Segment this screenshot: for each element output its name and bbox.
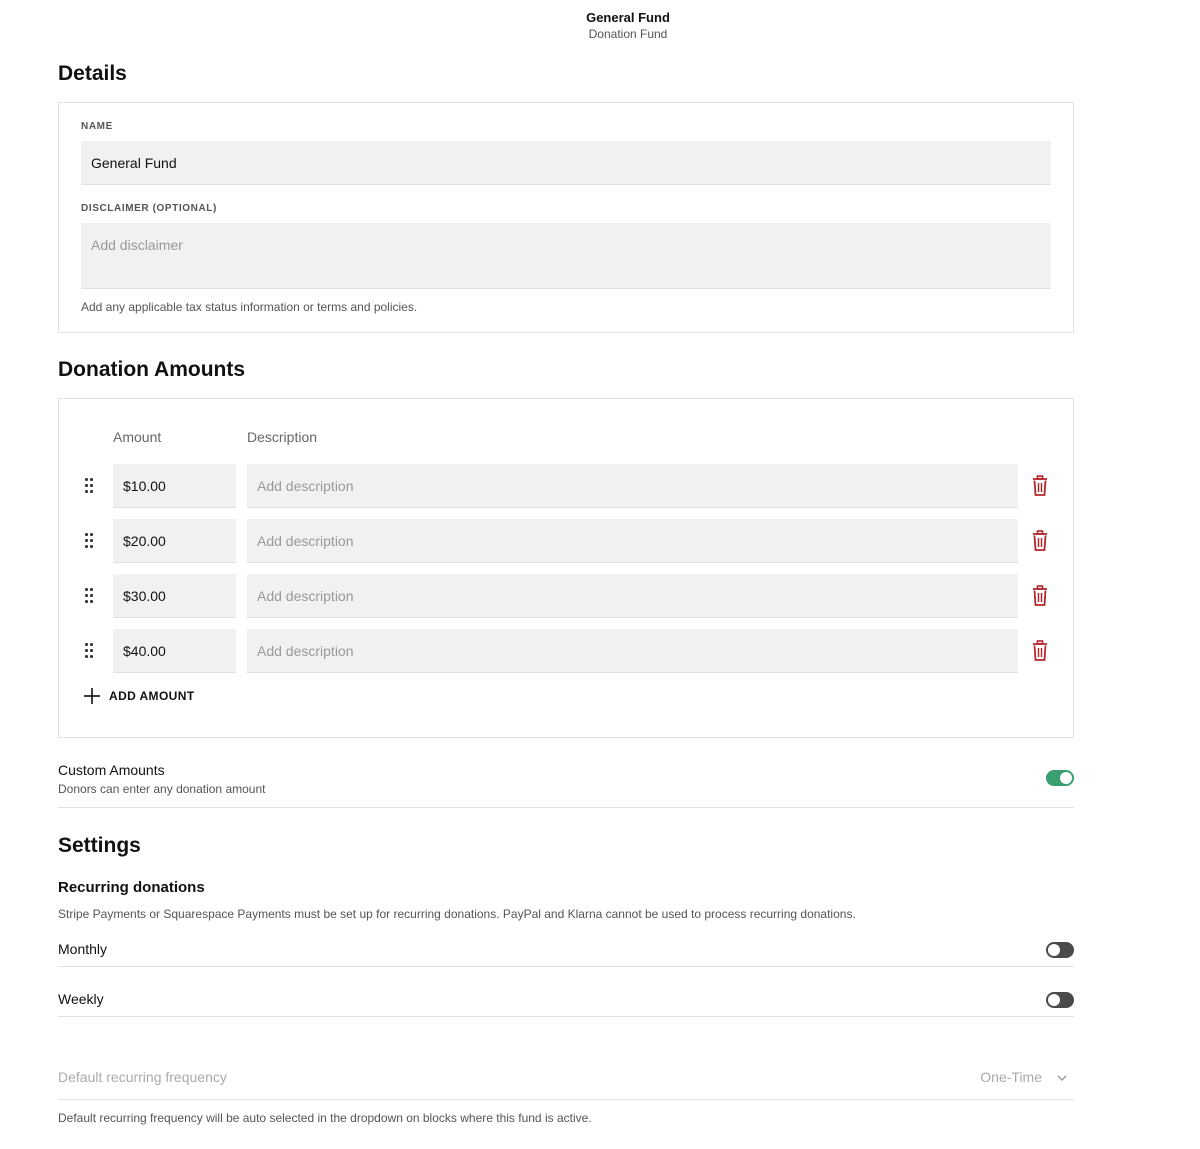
donation-amounts-card bbox=[58, 398, 1074, 738]
default-frequency-select[interactable] bbox=[58, 1058, 1074, 1100]
name-label: NAME bbox=[81, 121, 113, 132]
donation-amounts-heading: Donation Amounts bbox=[58, 358, 246, 381]
amount-input[interactable] bbox=[113, 519, 236, 563]
amount-row bbox=[59, 464, 1073, 508]
custom-amounts-label: Custom Amounts bbox=[58, 762, 165, 778]
amount-row bbox=[59, 519, 1073, 563]
trash-icon[interactable] bbox=[1030, 530, 1050, 552]
recurring-donations-title: Recurring donations bbox=[58, 879, 205, 896]
default-frequency-value: One-Time bbox=[980, 1069, 1042, 1085]
settings-heading: Settings bbox=[58, 834, 141, 857]
amount-column-header: Amount bbox=[113, 429, 162, 445]
custom-amounts-toggle[interactable] bbox=[1046, 770, 1074, 786]
add-amount-label: ADD AMOUNT bbox=[109, 689, 195, 703]
description-input[interactable] bbox=[247, 464, 1018, 508]
drag-handle-icon[interactable] bbox=[85, 532, 95, 550]
disclaimer-help: Add any applicable tax status information or terms and policies. bbox=[81, 300, 418, 314]
drag-handle-icon[interactable] bbox=[85, 642, 95, 660]
amount-input[interactable] bbox=[113, 464, 236, 508]
trash-icon[interactable] bbox=[1030, 475, 1050, 497]
custom-amounts-row bbox=[58, 760, 1074, 808]
details-card bbox=[58, 102, 1074, 333]
description-input[interactable] bbox=[247, 629, 1018, 673]
monthly-row bbox=[58, 932, 1074, 967]
chevron-down-icon bbox=[1056, 1072, 1068, 1084]
page-subtitle: Donation Fund bbox=[588, 27, 668, 41]
description-input[interactable] bbox=[247, 519, 1018, 563]
weekly-label: Weekly bbox=[58, 991, 104, 1007]
recurring-donations-note: Stripe Payments or Squarespace Payments must be set up for recurring donations. PayPal and Klarna cannot be used to process recurring donations. bbox=[58, 907, 856, 921]
disclaimer-label: DISCLAIMER (OPTIONAL) bbox=[81, 203, 217, 214]
description-input[interactable] bbox=[247, 574, 1018, 618]
name-input[interactable] bbox=[81, 141, 1051, 185]
custom-amounts-sub: Donors can enter any donation amount bbox=[58, 782, 266, 796]
weekly-row bbox=[58, 982, 1074, 1017]
default-frequency-label: Default recurring frequency bbox=[58, 1069, 227, 1085]
amount-row bbox=[59, 574, 1073, 618]
amount-row bbox=[59, 629, 1073, 673]
page-title: General Fund bbox=[586, 10, 670, 25]
amount-input[interactable] bbox=[113, 574, 236, 618]
monthly-toggle[interactable] bbox=[1046, 942, 1074, 958]
add-amount-button[interactable] bbox=[83, 687, 195, 705]
weekly-toggle[interactable] bbox=[1046, 992, 1074, 1008]
disclaimer-input[interactable] bbox=[81, 223, 1051, 289]
description-column-header: Description bbox=[247, 429, 318, 445]
details-heading: Details bbox=[58, 62, 127, 85]
default-frequency-note: Default recurring frequency will be auto selected in the dropdown on blocks where this fund is active. bbox=[58, 1111, 592, 1125]
trash-icon[interactable] bbox=[1030, 640, 1050, 662]
trash-icon[interactable] bbox=[1030, 585, 1050, 607]
page-header bbox=[0, 10, 1200, 42]
monthly-label: Monthly bbox=[58, 941, 108, 957]
drag-handle-icon[interactable] bbox=[85, 587, 95, 605]
drag-handle-icon[interactable] bbox=[85, 477, 95, 495]
amount-input[interactable] bbox=[113, 629, 236, 673]
plus-icon bbox=[83, 687, 101, 705]
